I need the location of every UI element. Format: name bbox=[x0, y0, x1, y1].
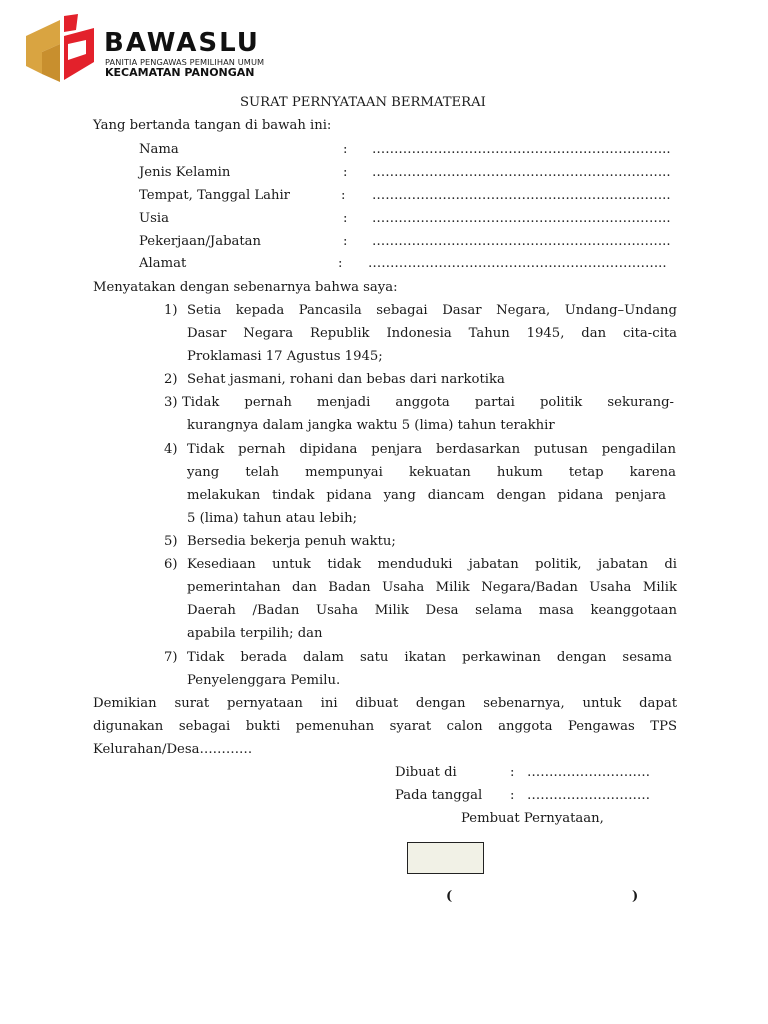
item-line: kurangnya dalam jangka waktu 5 (lima) tahun terakhir bbox=[187, 418, 555, 433]
item-line: Dasar Negara Republik Indonesia Tahun 1945, dan cita-cita bbox=[187, 326, 677, 341]
item-line: Daerah /Badan Usaha Milik Desa selama masa keanggotaan bbox=[187, 603, 677, 618]
field-dots: ………………………………………………………….. bbox=[372, 188, 671, 203]
field-label-tempat-tanggal-lahir: Tempat, Tanggal Lahir bbox=[139, 188, 290, 203]
item-line: yang telah mempunyai kekuatan hukum tetap karena bbox=[187, 465, 676, 480]
statement-intro: Menyatakan dengan sebenarnya bahwa saya: bbox=[93, 280, 398, 295]
place-sep: : bbox=[510, 765, 515, 780]
intro-text: Yang bertanda tangan di bawah ini: bbox=[93, 118, 332, 133]
field-label-pekerjaan: Pekerjaan/Jabatan bbox=[139, 234, 262, 249]
place-dots: ………………………. bbox=[527, 765, 650, 780]
item-line: Tidak pernah menjadi anggota partai politik sekurang- bbox=[182, 395, 674, 410]
brand-subtitle: PANITIA PENGAWAS PEMILIHAN UMUM bbox=[105, 57, 265, 67]
item-number: 4) bbox=[164, 442, 178, 457]
item-number: 3) bbox=[164, 395, 178, 410]
field-dots: ………………………………………………………….. bbox=[372, 142, 671, 157]
field-dots: ………………………………………………………….. bbox=[372, 234, 671, 249]
stamp-box bbox=[407, 842, 484, 874]
item-line: Tidak berada dalam satu ikatan perkawinan dengan sesama bbox=[187, 650, 672, 665]
item-line: Setia kepada Pancasila sebagai Dasar Negara, Undang–Undang bbox=[187, 303, 677, 318]
item-line: Sehat jasmani, rohani dan bebas dari narkotika bbox=[187, 372, 505, 387]
paren-open: ( bbox=[446, 889, 453, 904]
place-label: Dibuat di bbox=[395, 765, 457, 780]
field-sep: : bbox=[343, 165, 348, 180]
field-label-jenis-kelamin: Jenis Kelamin bbox=[139, 165, 231, 180]
item-line: Tidak pernah dipidana penjara berdasarkan putusan pengadilan bbox=[187, 442, 676, 457]
item-line: Penyelenggara Pemilu. bbox=[187, 673, 341, 688]
field-sep: : bbox=[343, 142, 348, 157]
field-label-nama: Nama bbox=[139, 142, 179, 157]
field-label-usia: Usia bbox=[139, 211, 169, 226]
bawaslu-logo bbox=[24, 14, 96, 84]
item-line: apabila terpilih; dan bbox=[187, 626, 323, 641]
field-dots: ………………………………………………………….. bbox=[372, 165, 671, 180]
item-number: 1) bbox=[164, 303, 178, 318]
item-number: 7) bbox=[164, 650, 178, 665]
item-line: pemerintahan dan Badan Usaha Milik Negara/Badan Usaha Milik bbox=[187, 580, 677, 595]
closing-line: Demikian surat pernyataan ini dibuat dengan sebenarnya, untuk dapat bbox=[93, 696, 677, 711]
item-number: 6) bbox=[164, 557, 178, 572]
date-dots: ………………………. bbox=[527, 788, 650, 803]
item-number: 5) bbox=[164, 534, 178, 549]
closing-line: Kelurahan/Desa………… bbox=[93, 742, 253, 757]
item-line: melakukan tindak pidana yang diancam dengan pidana penjara bbox=[187, 488, 666, 503]
signer-title: Pembuat Pernyataan, bbox=[461, 811, 604, 826]
date-label: Pada tanggal bbox=[395, 788, 483, 803]
date-sep: : bbox=[510, 788, 515, 803]
closing-line: digunakan sebagai bukti pemenuhan syarat calon anggota Pengawas TPS bbox=[93, 719, 677, 734]
field-sep: : bbox=[341, 188, 346, 203]
item-line: Proklamasi 17 Agustus 1945; bbox=[187, 349, 383, 364]
field-sep: : bbox=[343, 234, 348, 249]
brand-name: BAWASLU bbox=[104, 28, 260, 58]
field-label-alamat: Alamat bbox=[139, 256, 187, 271]
field-sep: : bbox=[343, 211, 348, 226]
field-dots: ………………………………………………………….. bbox=[372, 211, 671, 226]
item-number: 2) bbox=[164, 372, 178, 387]
field-dots: ………………………………………………………….. bbox=[368, 256, 667, 271]
item-line: Kesediaan untuk tidak menduduki jabatan politik, jabatan di bbox=[187, 557, 677, 572]
paren-close: ) bbox=[632, 889, 639, 904]
field-sep: : bbox=[338, 256, 343, 271]
document-title: SURAT PERNYATAAN BERMATERAI bbox=[240, 95, 486, 110]
brand-unit: KECAMATAN PANONGAN bbox=[105, 66, 255, 79]
item-line: 5 (lima) tahun atau lebih; bbox=[187, 511, 358, 526]
item-line: Bersedia bekerja penuh waktu; bbox=[187, 534, 396, 549]
